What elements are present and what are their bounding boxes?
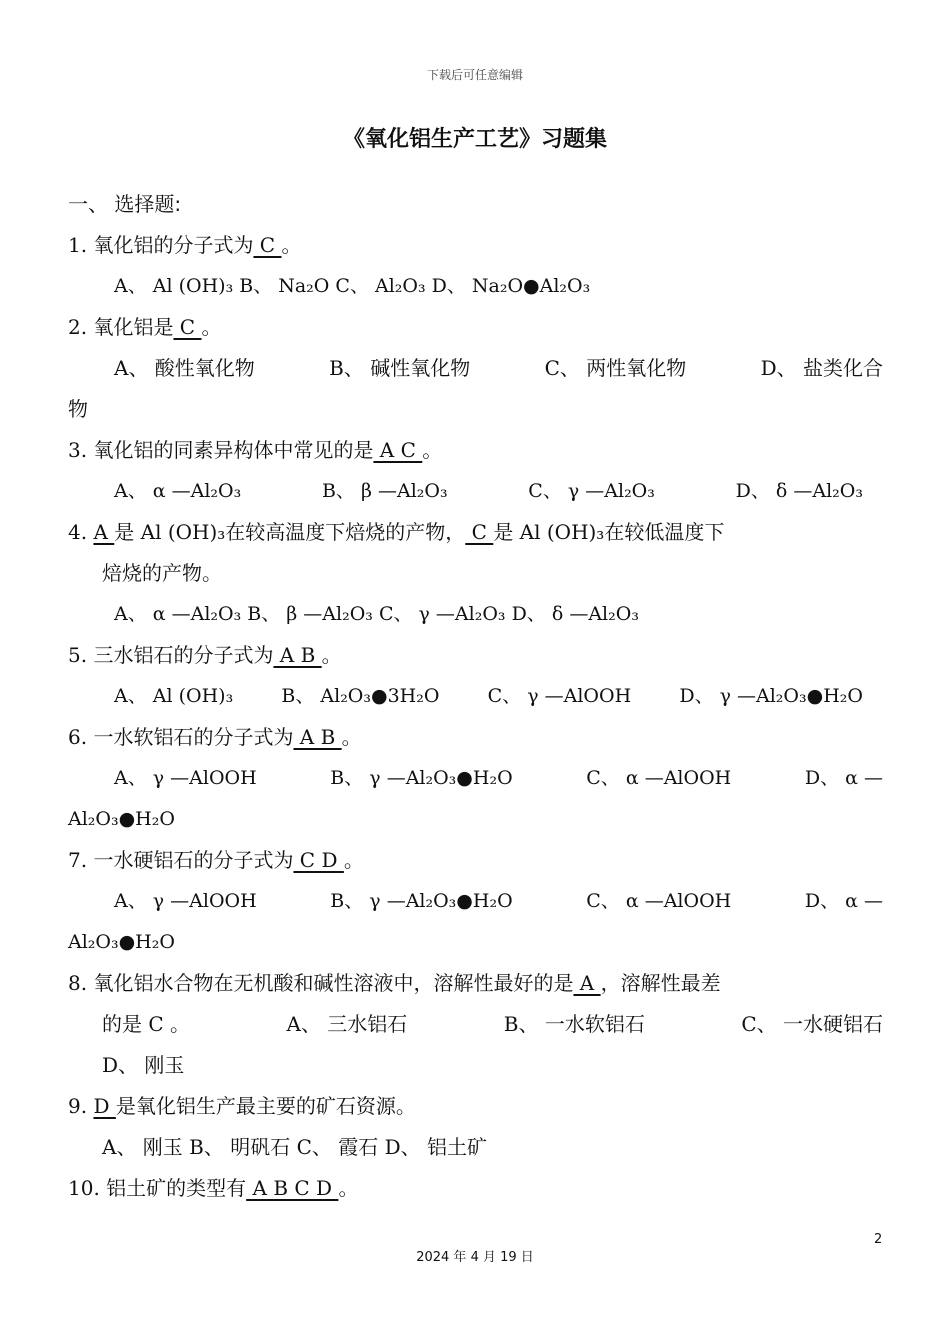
footer-date: 2024 年 4 月 19 日 [416, 1250, 534, 1265]
question-5: 5. 三水铝石的分子式为 A B 。 [68, 643, 342, 667]
answer-blank: A B C D [246, 1176, 339, 1200]
options-1: A、 Al (OH)₃ B、 Na₂O C、 Al₂O₃ D、 Na₂O●Al₂O₃ [114, 275, 591, 297]
options-9: A、 刚玉 B、 明矾石 C、 霞石 D、 铝土矿 [102, 1135, 487, 1159]
question-4: 4. A 是 Al (OH)₃在较高温度下焙烧的产物， C 是 Al (OH)₃在较低温度下 [68, 520, 725, 544]
options-3: A、 α —Al₂O₃ B、 β —Al₂O₃ C、 γ —Al₂O₃ D、 δ —Al₂O₃ [114, 480, 863, 502]
options-2-wrap: 物 [68, 397, 88, 421]
answer-blank: A B [273, 643, 322, 667]
question-content [68, 184, 883, 1209]
answer-blank: C [253, 233, 282, 257]
answer-blank: A B [293, 725, 342, 749]
page-number: 2 [874, 1232, 883, 1247]
question-10: 10. 铝土矿的类型有 A B C D 。 [68, 1176, 359, 1200]
question-8: 8. 氧化铝水合物在无机酸和碱性溶液中，溶解性最好的是 A ，溶解性最差 [68, 971, 721, 995]
answer-blank: A [93, 520, 115, 544]
answer-blank-2: C [465, 520, 494, 544]
question-8-wrap: 的是 C 。 A、 三水铝石 B、 一水软铝石 C、 一水硬铝石 [102, 1012, 883, 1036]
answer-blank: A C [373, 438, 423, 462]
question-3: 3. 氧化铝的同素异构体中常见的是 A C 。 [68, 438, 443, 462]
answer-blank: C [173, 315, 202, 339]
question-9: 9. D 是氧化铝生产最主要的矿石资源。 [68, 1094, 416, 1118]
question-6: 6. 一水软铝石的分子式为 A B 。 [68, 725, 362, 749]
options-5: A、 Al (OH)₃ B、 Al₂O₃●3H₂O C、 γ —AlOOH D、 γ —Al₂O₃●H₂O [114, 685, 863, 707]
page-header: 下载后可任意编辑 [426, 68, 523, 82]
question-2: 2. 氧化铝是 C 。 [68, 315, 222, 339]
options-2: A、 酸性氧化物 B、 碱性氧化物 C、 两性氧化物 D、 盐类化合 [114, 356, 883, 380]
answer-blank: D [93, 1094, 116, 1118]
options-6-wrap: Al₂O₃●H₂O [68, 808, 175, 830]
answer-blank: C D [293, 848, 344, 872]
options-4: A、 α —Al₂O₃ B、 β —Al₂O₃ C、 γ —Al₂O₃ D、 δ —Al₂O₃ [114, 603, 639, 625]
options-7-wrap: Al₂O₃●H₂O [68, 931, 175, 953]
page-title: 《氧化铝生产工艺》习题集 [342, 127, 607, 152]
options-6: A、 γ —AlOOH B、 γ —Al₂O₃●H₂O C、 α —AlOOH D、 α — [114, 767, 883, 789]
section-heading: 一、 选择题: [68, 192, 182, 216]
options-7: A、 γ —AlOOH B、 γ —Al₂O₃●H₂O C、 α —AlOOH D、 α — [114, 890, 883, 912]
question-4-wrap: 焙烧的产物。 [102, 561, 222, 585]
answer-blank: A [573, 971, 601, 995]
question-1: 1. 氧化铝的分子式为 C 。 [68, 233, 302, 257]
options-8-wrap: D、 刚玉 [102, 1053, 185, 1077]
question-7: 7. 一水硬铝石的分子式为 C D 。 [68, 848, 364, 872]
